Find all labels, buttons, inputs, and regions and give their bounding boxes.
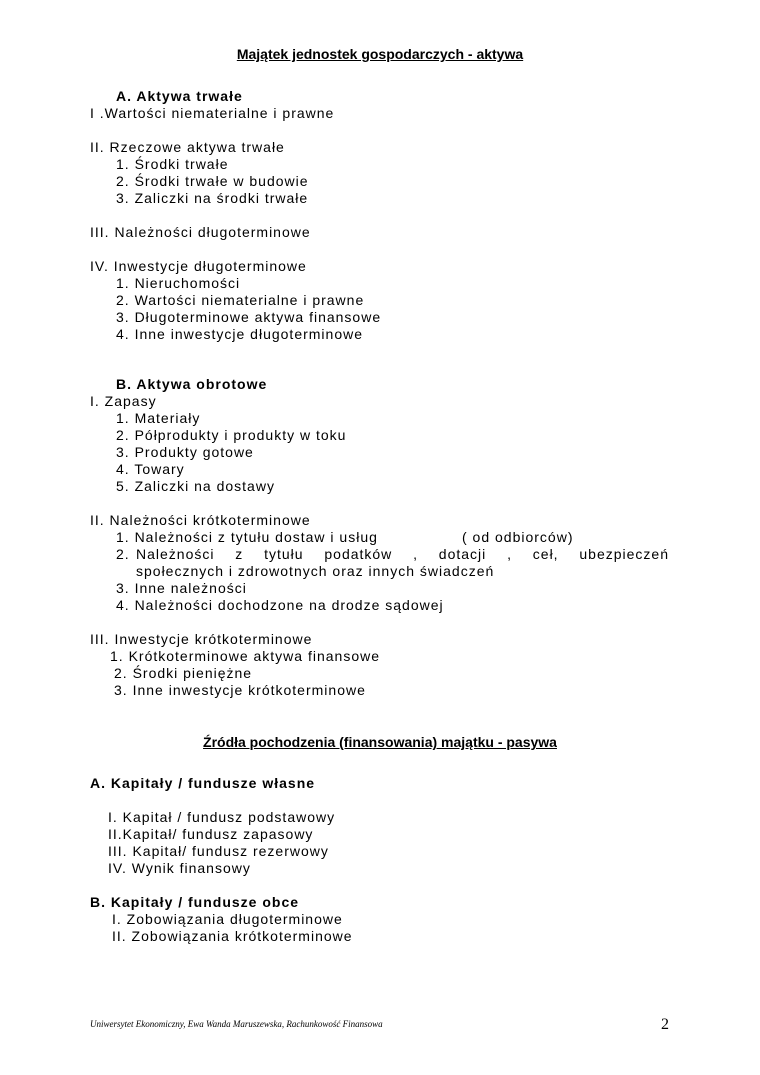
liabilities-title: Źródła pochodzenia (finansowania) majątku - pasywa (203, 734, 557, 750)
list-item: 2. Środki pieniężne (114, 665, 253, 681)
list-item: 4. Należności dochodzone na drodze sądowej (116, 597, 444, 613)
list-item: 2. Wartości niematerialne i prawne (116, 292, 365, 308)
list-item: II.Kapitał/ fundusz zapasowy (108, 826, 314, 842)
list-item: 1. Nieruchomości (116, 275, 241, 291)
list-item-number: 2. (116, 546, 130, 562)
list-item: 5. Zaliczki na dostawy (116, 478, 275, 494)
list-item: 2. Półprodukty i produkty w toku (116, 427, 347, 443)
list-item: 3. Zaliczki na środki trwałe (116, 190, 309, 206)
list-item: 1. Środki trwałe (116, 156, 229, 172)
inventories: I. Zapasy (90, 393, 157, 409)
list-item: 1. Materiały (116, 410, 201, 426)
fixed-assets-heading: A. Aktywa trwałe (116, 88, 243, 104)
long-term-investments: IV. Inwestycje długoterminowe (90, 258, 307, 274)
list-item: 2. Środki trwałe w budowie (116, 173, 309, 189)
tangible-fixed-assets: II. Rzeczowe aktywa trwałe (90, 139, 285, 155)
short-term-receivables: II. Należności krótkoterminowe (90, 512, 311, 528)
list-item: 3. Inne inwestycje krótkoterminowe (114, 682, 366, 698)
current-assets-heading: B. Aktywa obrotowe (116, 376, 268, 392)
list-item: Należności z tytułu podatków , dotacji , ceł, ubezpieczeń (136, 546, 669, 562)
list-item: 4. Inne inwestycje długoterminowe (116, 326, 364, 342)
list-item: 1. Należności z tytułu dostaw i usług (116, 529, 378, 545)
intangible-assets: I .Wartości niematerialne i prawne (90, 105, 335, 121)
short-term-investments: III. Inwestycje krótkoterminowe (90, 631, 313, 647)
list-item: I. Zobowiązania długoterminowe (112, 911, 343, 927)
list-item: 3. Produkty gotowe (116, 444, 254, 460)
assets-title: Majątek jednostek gospodarczych - aktywa (236, 46, 524, 62)
list-item: II. Zobowiązania krótkoterminowe (112, 928, 353, 944)
list-item-continuation: społecznych i zdrowotnych oraz innych świadczeń (136, 563, 495, 579)
list-item: IV. Wynik finansowy (108, 860, 251, 876)
list-item: I. Kapitał / fundusz podstawowy (108, 809, 336, 825)
list-item: 1. Krótkoterminowe aktywa finansowe (110, 648, 380, 664)
page-footer: Uniwersytet Ekonomiczny, Ewa Wanda Maruszewska, Rachunkowość Finansowa (90, 1019, 383, 1029)
equity-heading: A. Kapitały / fundusze własne (90, 775, 316, 791)
list-item: 3. Długoterminowe aktywa finansowe (116, 309, 382, 325)
list-item: III. Kapitał/ fundusz rezerwowy (108, 843, 329, 859)
long-term-receivables: III. Należności długoterminowe (90, 224, 311, 240)
list-item: 3. Inne należności (116, 580, 247, 596)
page-number: 2 (661, 1016, 669, 1033)
list-item: 4. Towary (116, 461, 185, 477)
external-capital-heading: B. Kapitały / fundusze obce (90, 894, 300, 910)
list-item-note: ( od odbiorców) (462, 529, 574, 545)
